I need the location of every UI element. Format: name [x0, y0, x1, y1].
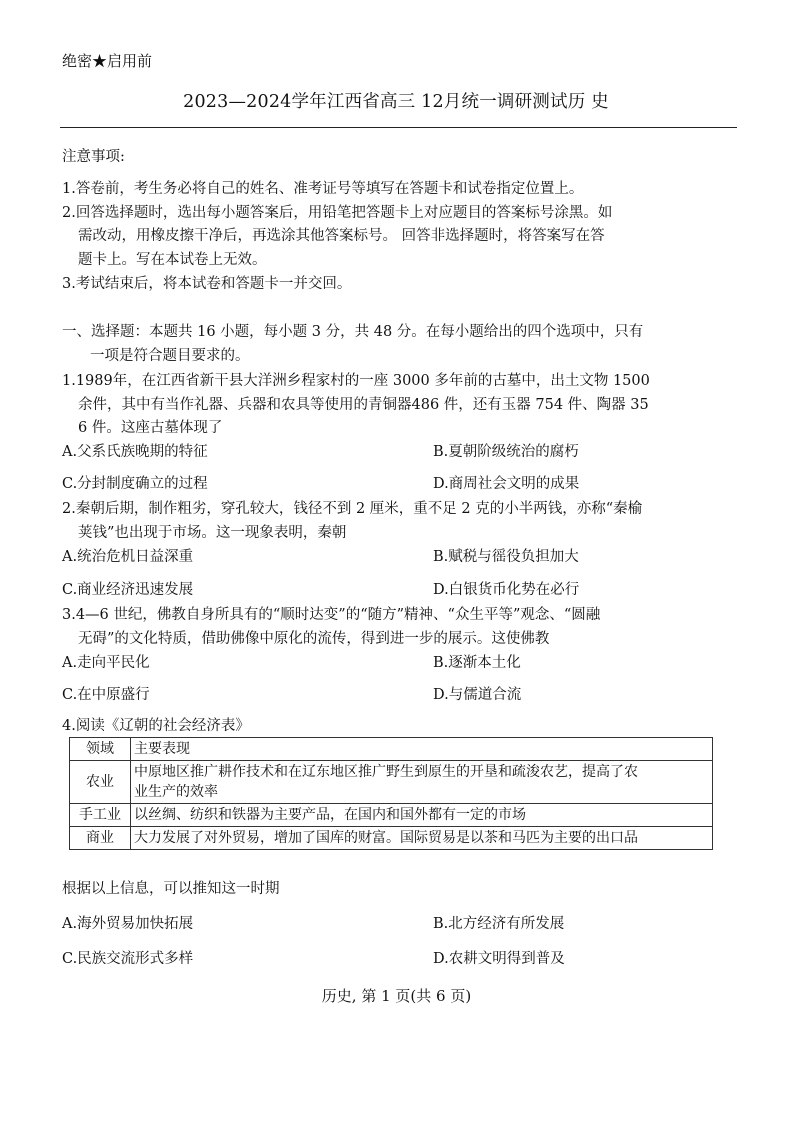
q1-option-a: A.父系氏族晚期的特征 [62, 444, 208, 460]
q3-option-a: A.走向平民化 [62, 655, 150, 671]
q4-option-a: A.海外贸易加快拓展 [62, 916, 194, 932]
table-cell-line: 中原地区推广耕作技术和在辽东地区推广野生到原生的开垦和疏浚农艺，提高了农 [134, 764, 638, 780]
table-cell-text: 大力发展了对外贸易，增加了国库的财富。国际贸易是以茶和马匹为主要的出口品 [131, 827, 713, 850]
table-cell-line: 业生产的效率 [134, 784, 218, 800]
question-4-stem: 根据以上信息，可以推知这一时期 [62, 881, 280, 897]
q2-option-c: C.商业经济迅速发展 [62, 582, 194, 598]
notice-heading: 注意事项: [62, 149, 125, 165]
exam-title: 2023—2024学年江西省高三 12月统一调研测试历 史 [183, 92, 609, 112]
notice-line: 2.回答选择题时，选出每小题答案后，用铅笔把答题卡上对应题目的答案标号涂黑。如 [62, 205, 613, 221]
secret-mark: 绝密★启用前 [62, 52, 153, 70]
q2-option-b: B.赋税与徭役负担加大 [433, 549, 579, 565]
notice-line: 1.答卷前，考生务必将自己的姓名、准考证号等填写在答题卡和试卷指定位置上。 [62, 181, 584, 197]
question-3-line: 3.4—6 世纪，佛教自身所具有的“顺时达变”的“随方”精神、“众生平等”观念、“圆融 [62, 607, 601, 623]
section-heading: 一、选择题：本题共 16 小题，每小题 3 分，共 48 分。在每小题给出的四个选项中，只有 [62, 324, 644, 340]
q1-option-b: B.夏朝阶级统治的腐朽 [433, 444, 579, 460]
table-cell-text [131, 761, 713, 804]
q4-option-b: B.北方经济有所发展 [433, 916, 565, 932]
question-1-line: 1.1989年，在江西省新干县大洋洲乡程家村的一座 3000 多年前的古墓中，出土文物 1500 [62, 373, 650, 389]
section-heading-cont: 一项是符合题目要求的。 [90, 348, 250, 364]
table-cell-field: 手工业 [70, 804, 131, 827]
table-cell-field: 农业 [70, 761, 131, 804]
table-header-cell: 领域 [70, 738, 131, 761]
table-cell-field: 商业 [70, 827, 131, 850]
question-1-line: 6 件。这座古墓体现了 [78, 420, 223, 436]
page-footer: 历史, 第 1 页(共 6 页) [321, 987, 472, 1005]
question-4-intro: 4.阅读《辽朝的社会经济表》 [62, 718, 250, 734]
q2-option-a: A.统治危机日益深重 [62, 549, 194, 565]
q1-option-c: C.分封制度确立的过程 [62, 476, 208, 492]
question-2-line: 荚钱”也出现于市场。这一现象表明，秦朝 [78, 525, 347, 541]
notice-line: 题卡上。写在本试卷上无效。 [78, 252, 267, 268]
table-row [70, 761, 713, 804]
table-row [70, 804, 713, 827]
liao-economy-table [69, 737, 713, 850]
notice-line: 需改动，用橡皮擦干净后，再选涂其他答案标号。 回答非选择题时，将答案写在答 [78, 228, 605, 244]
title-divider [60, 127, 737, 128]
q4-option-d: D.农耕文明得到普及 [433, 951, 565, 967]
table-cell-text: 以丝绸、纺织和铁器为主要产品，在国内和国外都有一定的市场 [131, 804, 713, 827]
table-header-row [70, 738, 713, 761]
table-header-cell: 主要表现 [131, 738, 713, 761]
q3-option-c: C.在中原盛行 [62, 687, 150, 703]
question-2-line: 2.秦朝后期，制作粗劣，穿孔较大，钱径不到 2 厘米，重不足 2 克的小半两钱，亦称“秦榆 [62, 501, 643, 517]
q3-option-b: B.逐渐本土化 [433, 655, 521, 671]
q4-option-c: C.民族交流形式多样 [62, 951, 194, 967]
notice-line: 3.考试结束后，将本试卷和答题卡一并交回。 [62, 276, 352, 292]
q1-option-d: D.商周社会文明的成果 [433, 476, 580, 492]
q3-option-d: D.与儒道合流 [433, 687, 522, 703]
table-row [70, 827, 713, 850]
question-3-line: 无碍”的文化特质，借助佛像中原化的流传，得到进一步的展示。这使佛教 [78, 631, 550, 647]
question-1-line: 余件，其中有当作礼器、兵器和农具等使用的青铜器486 件，还有玉器 754 件、陶器 35 [78, 397, 649, 413]
q2-option-d: D.白银货币化势在必行 [433, 582, 580, 598]
